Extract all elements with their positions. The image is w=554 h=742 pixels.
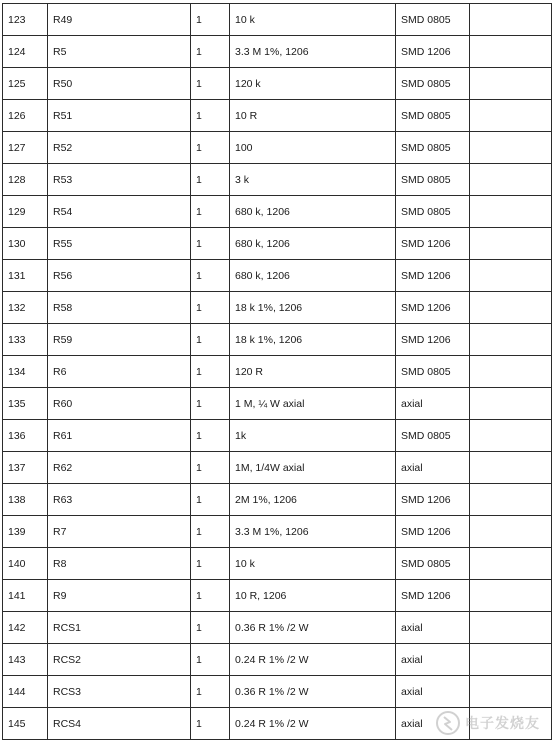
value-cell: 1k (230, 420, 396, 452)
value-cell: 10 R (230, 100, 396, 132)
value-cell: 3.3 M 1%, 1206 (230, 516, 396, 548)
reference-cell: R55 (48, 228, 191, 260)
blank-cell (470, 68, 552, 100)
package-cell: SMD 0805 (396, 420, 470, 452)
table-row (3, 196, 552, 228)
value-cell: 1M, 1/4W axial (230, 452, 396, 484)
table-row (3, 452, 552, 484)
table-row (3, 388, 552, 420)
row-number-cell: 123 (3, 4, 48, 36)
table-row (3, 420, 552, 452)
bom-table (2, 3, 552, 740)
reference-cell: R62 (48, 452, 191, 484)
value-cell: 0.24 R 1% /2 W (230, 644, 396, 676)
row-number-cell: 134 (3, 356, 48, 388)
value-cell: 0.36 R 1% /2 W (230, 612, 396, 644)
row-number-cell: 137 (3, 452, 48, 484)
value-cell: 680 k, 1206 (230, 228, 396, 260)
value-cell: 18 k 1%, 1206 (230, 292, 396, 324)
reference-cell: R5 (48, 36, 191, 68)
table-row (3, 36, 552, 68)
package-cell: SMD 0805 (396, 68, 470, 100)
blank-cell (470, 516, 552, 548)
row-number-cell: 127 (3, 132, 48, 164)
reference-cell: RCS4 (48, 708, 191, 740)
value-cell: 3.3 M 1%, 1206 (230, 36, 396, 68)
quantity-cell: 1 (191, 644, 230, 676)
package-cell: axial (396, 708, 470, 740)
blank-cell (470, 4, 552, 36)
blank-cell (470, 324, 552, 356)
table-row (3, 612, 552, 644)
blank-cell (470, 388, 552, 420)
blank-cell (470, 548, 552, 580)
package-cell: SMD 1206 (396, 228, 470, 260)
quantity-cell: 1 (191, 196, 230, 228)
reference-cell: R56 (48, 260, 191, 292)
table-row (3, 356, 552, 388)
value-cell: 0.24 R 1% /2 W (230, 708, 396, 740)
blank-cell (470, 644, 552, 676)
package-cell: axial (396, 644, 470, 676)
row-number-cell: 131 (3, 260, 48, 292)
row-number-cell: 144 (3, 676, 48, 708)
blank-cell (470, 356, 552, 388)
quantity-cell: 1 (191, 388, 230, 420)
blank-cell (470, 580, 552, 612)
blank-cell (470, 452, 552, 484)
reference-cell: R49 (48, 4, 191, 36)
quantity-cell: 1 (191, 164, 230, 196)
table-row (3, 548, 552, 580)
reference-cell: R50 (48, 68, 191, 100)
table-row (3, 4, 552, 36)
row-number-cell: 139 (3, 516, 48, 548)
table-row (3, 100, 552, 132)
value-cell: 1 M, ¼ W axial (230, 388, 396, 420)
reference-cell: R9 (48, 580, 191, 612)
package-cell: axial (396, 676, 470, 708)
value-cell: 18 k 1%, 1206 (230, 324, 396, 356)
reference-cell: RCS2 (48, 644, 191, 676)
blank-cell (470, 196, 552, 228)
package-cell: SMD 0805 (396, 4, 470, 36)
quantity-cell: 1 (191, 4, 230, 36)
blank-cell (470, 292, 552, 324)
package-cell: SMD 1206 (396, 36, 470, 68)
row-number-cell: 135 (3, 388, 48, 420)
row-number-cell: 126 (3, 100, 48, 132)
quantity-cell: 1 (191, 516, 230, 548)
value-cell: 2M 1%, 1206 (230, 484, 396, 516)
quantity-cell: 1 (191, 68, 230, 100)
reference-cell: RCS3 (48, 676, 191, 708)
quantity-cell: 1 (191, 260, 230, 292)
quantity-cell: 1 (191, 452, 230, 484)
blank-cell (470, 708, 552, 740)
reference-cell: R6 (48, 356, 191, 388)
row-number-cell: 125 (3, 68, 48, 100)
value-cell: 0.36 R 1% /2 W (230, 676, 396, 708)
table-row (3, 68, 552, 100)
package-cell: axial (396, 612, 470, 644)
row-number-cell: 133 (3, 324, 48, 356)
reference-cell: R8 (48, 548, 191, 580)
reference-cell: R58 (48, 292, 191, 324)
table-row (3, 676, 552, 708)
value-cell: 10 k (230, 548, 396, 580)
blank-cell (470, 228, 552, 260)
table-row (3, 260, 552, 292)
quantity-cell: 1 (191, 708, 230, 740)
value-cell: 100 (230, 132, 396, 164)
value-cell: 10 R, 1206 (230, 580, 396, 612)
table-row (3, 324, 552, 356)
reference-cell: R63 (48, 484, 191, 516)
quantity-cell: 1 (191, 356, 230, 388)
quantity-cell: 1 (191, 580, 230, 612)
package-cell: SMD 0805 (396, 132, 470, 164)
package-cell: SMD 0805 (396, 100, 470, 132)
package-cell: SMD 1206 (396, 292, 470, 324)
row-number-cell: 130 (3, 228, 48, 260)
table-row (3, 580, 552, 612)
table-row (3, 516, 552, 548)
row-number-cell: 143 (3, 644, 48, 676)
package-cell: SMD 1206 (396, 324, 470, 356)
quantity-cell: 1 (191, 420, 230, 452)
reference-cell: R59 (48, 324, 191, 356)
blank-cell (470, 100, 552, 132)
blank-cell (470, 676, 552, 708)
row-number-cell: 128 (3, 164, 48, 196)
reference-cell: R51 (48, 100, 191, 132)
table-row (3, 228, 552, 260)
reference-cell: R54 (48, 196, 191, 228)
reference-cell: R53 (48, 164, 191, 196)
row-number-cell: 138 (3, 484, 48, 516)
row-number-cell: 124 (3, 36, 48, 68)
value-cell: 120 R (230, 356, 396, 388)
quantity-cell: 1 (191, 612, 230, 644)
package-cell: SMD 1206 (396, 580, 470, 612)
reference-cell: R61 (48, 420, 191, 452)
package-cell: axial (396, 388, 470, 420)
quantity-cell: 1 (191, 484, 230, 516)
package-cell: SMD 0805 (396, 356, 470, 388)
row-number-cell: 141 (3, 580, 48, 612)
blank-cell (470, 612, 552, 644)
value-cell: 10 k (230, 4, 396, 36)
row-number-cell: 129 (3, 196, 48, 228)
package-cell: SMD 1206 (396, 260, 470, 292)
reference-cell: RCS1 (48, 612, 191, 644)
blank-cell (470, 260, 552, 292)
quantity-cell: 1 (191, 548, 230, 580)
row-number-cell: 142 (3, 612, 48, 644)
package-cell: SMD 0805 (396, 548, 470, 580)
row-number-cell: 140 (3, 548, 48, 580)
package-cell: SMD 0805 (396, 164, 470, 196)
blank-cell (470, 420, 552, 452)
blank-cell (470, 132, 552, 164)
table-row (3, 644, 552, 676)
package-cell: SMD 0805 (396, 196, 470, 228)
value-cell: 680 k, 1206 (230, 260, 396, 292)
quantity-cell: 1 (191, 36, 230, 68)
blank-cell (470, 36, 552, 68)
blank-cell (470, 164, 552, 196)
package-cell: axial (396, 452, 470, 484)
table-row (3, 708, 552, 740)
table-row (3, 484, 552, 516)
row-number-cell: 145 (3, 708, 48, 740)
reference-cell: R52 (48, 132, 191, 164)
table-row (3, 164, 552, 196)
blank-cell (470, 484, 552, 516)
watermark-text: 电子发烧友 (465, 716, 540, 732)
value-cell: 3 k (230, 164, 396, 196)
table-row (3, 292, 552, 324)
bom-table-body (3, 4, 552, 740)
quantity-cell: 1 (191, 292, 230, 324)
quantity-cell: 1 (191, 100, 230, 132)
value-cell: 680 k, 1206 (230, 196, 396, 228)
package-cell: SMD 1206 (396, 516, 470, 548)
quantity-cell: 1 (191, 324, 230, 356)
quantity-cell: 1 (191, 228, 230, 260)
row-number-cell: 132 (3, 292, 48, 324)
reference-cell: R60 (48, 388, 191, 420)
value-cell: 120 k (230, 68, 396, 100)
row-number-cell: 136 (3, 420, 48, 452)
reference-cell: R7 (48, 516, 191, 548)
table-row (3, 132, 552, 164)
quantity-cell: 1 (191, 676, 230, 708)
package-cell: SMD 1206 (396, 484, 470, 516)
quantity-cell: 1 (191, 132, 230, 164)
